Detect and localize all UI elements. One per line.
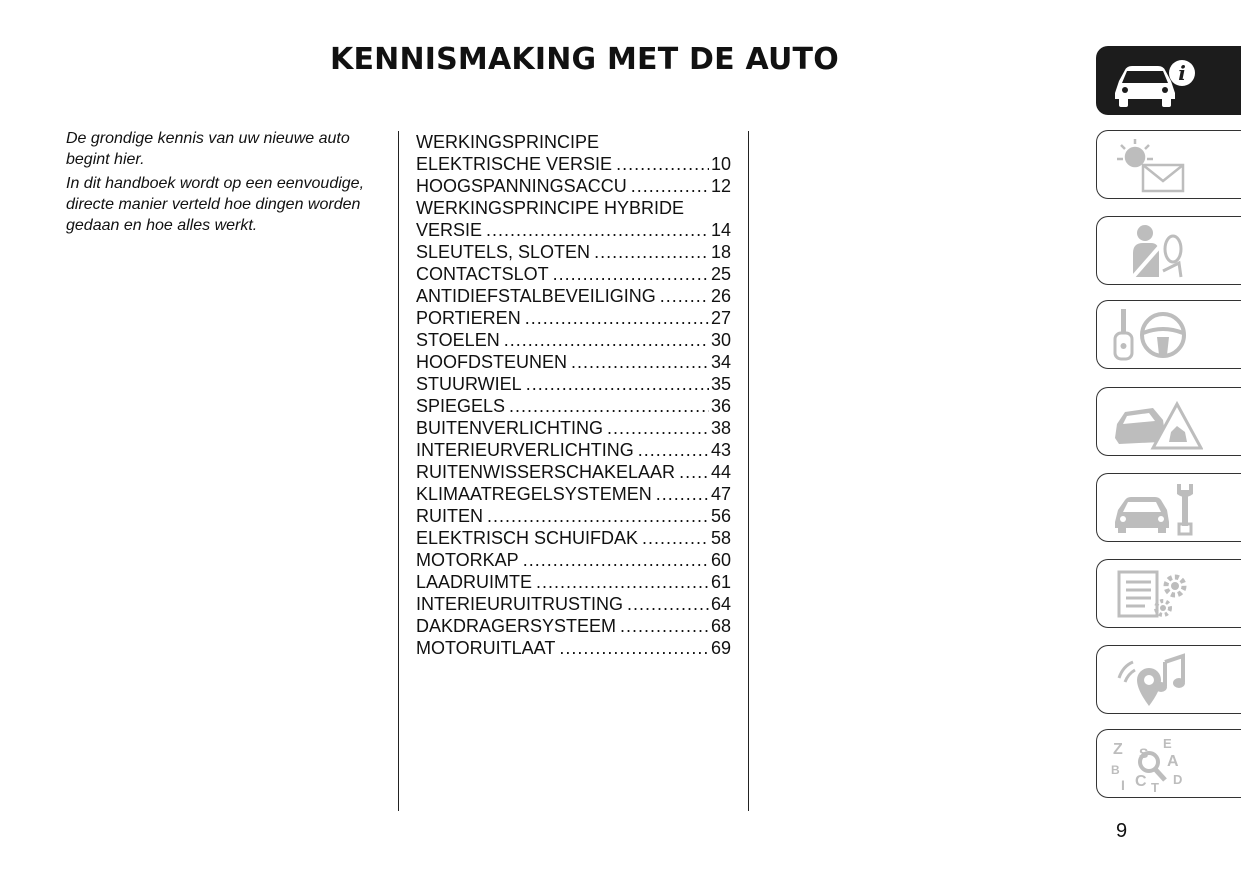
toc-entry[interactable] [416,505,731,527]
toc-entry-line [416,131,731,153]
toc-entry-last-line [416,153,731,175]
toc-entry[interactable] [416,351,731,373]
toc-entry-last-line [416,307,731,329]
airbag-seatbelt-icon [1111,223,1203,279]
technical-data-gears-icon [1111,566,1203,622]
index-letter: A [1167,753,1179,770]
tab-index[interactable] [1096,729,1241,798]
key-steering-wheel-icon [1111,307,1203,363]
toc-dot-leader [607,417,709,439]
toc-entry-last-line [416,461,731,483]
toc-dot-leader [594,241,709,263]
index-letter: I [1121,777,1125,792]
toc-entry-title: ELEKTRISCH SCHUIFDAK [416,528,639,548]
toc-page-number: 12 [710,176,731,196]
toc-page-number: 68 [710,616,731,636]
toc-entry[interactable] [416,329,731,351]
toc-dot-leader [523,549,709,571]
car-maintenance-wrench-icon [1111,480,1203,536]
toc-dot-leader [638,439,709,461]
toc-entry[interactable] [416,131,731,175]
toc-entry-title: LAADRUIMTE [416,572,533,592]
toc-dot-leader [504,329,709,351]
toc-entry-title: RUITEN [416,506,483,526]
toc-entry-title: VERSIE [416,220,483,240]
toc-entry-title: WERKINGSPRINCIPE HYBRIDE [416,198,685,218]
toc-page-number: 27 [710,308,731,328]
toc-entry-last-line [416,285,731,307]
toc-entry-last-line [416,571,731,593]
page-number: 9 [1116,820,1128,842]
toc-entry-title: DAKDRAGERSYSTEEM [416,616,617,636]
toc-entry[interactable] [416,527,731,549]
toc-page-number: 44 [710,462,731,482]
toc-page-number: 56 [710,506,731,526]
toc-entry-title: MOTORUITLAAT [416,638,556,658]
toc-entry-last-line [416,593,731,615]
toc-dot-leader [559,637,709,659]
toc-entry[interactable] [416,285,731,307]
tab-emergency[interactable] [1096,387,1241,456]
toc-entry-title: CONTACTSLOT [416,264,549,284]
toc-dot-leader [553,263,709,285]
alphabetical-index-search-icon [1111,736,1203,792]
index-letter: C [1135,773,1147,790]
toc-entry-title: KLIMAATREGELSYSTEMEN [416,484,652,504]
toc-entry-last-line [416,637,731,659]
toc-page-number: 34 [710,352,731,372]
toc-entry[interactable] [416,241,731,263]
toc-entry-title: HOOGSPANNINGSACCU [416,176,627,196]
toc-entry-last-line [416,417,731,439]
toc-entry-last-line [416,395,731,417]
intro-text [66,128,386,239]
toc-dot-leader [616,153,709,175]
toc-page-number: 18 [710,242,731,262]
toc-page-number: 38 [710,418,731,438]
toc-page-number: 26 [710,286,731,306]
toc-entry-last-line [416,219,731,241]
intro-paragraph: De grondige kennis van uw nieuwe auto begint hier. [66,130,350,168]
page-title: KENNISMAKING MET DE AUTO [330,42,839,77]
toc-entry-title: HOOFDSTEUNEN [416,352,568,372]
toc-page-number: 25 [710,264,731,284]
tab-multimedia[interactable] [1096,645,1241,714]
toc-entry-last-line [416,241,731,263]
toc-entry[interactable] [416,549,731,571]
toc-page-number: 36 [710,396,731,416]
toc-entry-last-line [416,263,731,285]
toc-page-number: 58 [710,528,731,548]
toc-page-number: 47 [710,484,731,504]
toc-entry-title: INTERIEURVERLICHTING [416,440,634,460]
tab-starting-driving[interactable] [1096,300,1241,369]
toc-entry-title: SLEUTELS, SLOTEN [416,242,591,262]
toc-entry-last-line [416,549,731,571]
warning-lights-message-icon [1111,137,1203,193]
column-divider-left [398,131,399,811]
toc-dot-leader [656,483,709,505]
toc-page-number: 10 [710,154,731,174]
toc-dot-leader [486,219,709,241]
toc-entry[interactable] [416,615,731,637]
toc-page-number: 35 [710,374,731,394]
tab-maintenance[interactable] [1096,473,1241,542]
toc-page-number: 69 [710,638,731,658]
toc-entry-last-line [416,527,731,549]
toc-entry-last-line [416,175,731,197]
toc-entry[interactable] [416,263,731,285]
toc-dot-leader [509,395,709,417]
toc-dot-leader [631,175,709,197]
toc-page-number: 30 [710,330,731,350]
toc-dot-leader [627,593,709,615]
toc-entry-title: ELEKTRISCHE VERSIE [416,154,613,174]
toc-page-number: 61 [710,572,731,592]
table-of-contents [416,131,731,659]
toc-entry[interactable] [416,483,731,505]
toc-entry[interactable] [416,593,731,615]
toc-entry-title: MOTORKAP [416,550,519,570]
toc-dot-leader [536,571,709,593]
toc-entry[interactable] [416,307,731,329]
toc-entry[interactable] [416,571,731,593]
car-info-icon [1111,53,1203,109]
index-letter: Z [1113,741,1123,758]
toc-entry[interactable] [416,439,731,461]
index-letter: S [1139,745,1149,761]
toc-entry-title: SPIEGELS [416,396,506,416]
toc-entry-last-line [416,373,731,395]
toc-entry-last-line [416,615,731,637]
index-letter: T [1151,780,1159,792]
toc-dot-leader [679,461,709,483]
toc-entry-last-line [416,483,731,505]
toc-entry[interactable] [416,373,731,395]
toc-dot-leader [620,615,709,637]
toc-entry-title: STUURWIEL [416,374,522,394]
toc-dot-leader [526,373,709,395]
toc-dot-leader [642,527,709,549]
toc-page-number: 64 [710,594,731,614]
tab-safety[interactable] [1096,216,1241,285]
toc-entry-title: WERKINGSPRINCIPE [416,132,600,152]
toc-page-number: 14 [710,220,731,240]
tab-dashboard-warnings[interactable] [1096,130,1241,199]
toc-entry[interactable] [416,461,731,483]
toc-entry[interactable] [416,395,731,417]
tab-introduction[interactable] [1096,46,1241,115]
toc-entry[interactable] [416,637,731,659]
toc-entry[interactable] [416,417,731,439]
toc-dot-leader [487,505,709,527]
toc-entry-title: INTERIEURUITRUSTING [416,594,623,614]
toc-entry-title: BUITENVERLICHTING [416,418,604,438]
index-letter: B [1111,763,1120,777]
toc-dot-leader [660,285,709,307]
toc-entry-title: STOELEN [416,330,500,350]
info-letter: i [1178,61,1186,85]
toc-entry[interactable] [416,197,731,241]
toc-dot-leader [525,307,709,329]
toc-entry-last-line [416,505,731,527]
index-letter: D [1173,772,1183,787]
column-divider-right [748,131,749,811]
toc-page-number: 43 [710,440,731,460]
multimedia-navigation-icon [1111,652,1203,708]
toc-entry-last-line [416,439,731,461]
tab-technical-data[interactable] [1096,559,1241,628]
toc-dot-leader [571,351,709,373]
toc-entry-last-line [416,351,731,373]
car-emergency-warning-icon [1111,394,1203,450]
toc-entry-title: ANTIDIEFSTALBEVEILIGING [416,286,656,306]
toc-entry-last-line [416,329,731,351]
toc-entry-line [416,197,731,219]
toc-entry-title: PORTIEREN [416,308,521,328]
toc-page-number: 60 [710,550,731,570]
index-letter: E [1163,736,1172,751]
toc-entry[interactable] [416,175,731,197]
intro-paragraph: In dit handboek wordt op een eenvoudige, directe manier verteld hoe dingen worden gedaan en hoe alles werkt. [66,175,365,234]
toc-entry-title: RUITENWISSERSCHAKELAAR [416,462,676,482]
